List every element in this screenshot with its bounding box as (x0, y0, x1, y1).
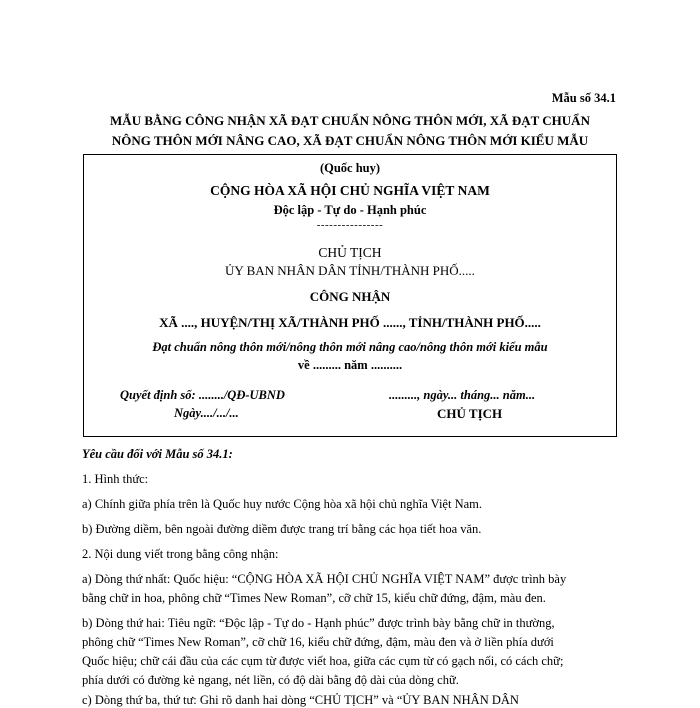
item2-b-line-3: Quốc hiệu; chữ cái đầu của các cụm từ được viết hoa, giữa các cụm từ có gạch nối, có cách chữ; (82, 654, 564, 668)
national-name: CỘNG HÒA XÃ HỘI CHỦ NGHĨA VIỆT NAM (210, 183, 490, 198)
national-motto: Độc lập - Tự do - Hạnh phúc (273, 203, 427, 217)
item1-heading: 1. Hình thức: (82, 472, 149, 486)
item2-c-partial: c) Dòng thứ ba, thứ tư: Ghi rõ danh hai dòng “CHỦ TỊCH” và “ỦY BAN NHÂN DÂN (82, 693, 519, 707)
recognize-heading: CÔNG NHẬN (309, 289, 391, 304)
signer-title: CHỦ TỊCH (437, 406, 503, 421)
item2-a-line-2: bằng chữ in hoa, phông chữ “Times New Roman”, cỡ chữ 15, kiểu chữ đứng, đậm, màu đen. (82, 591, 546, 605)
item1-b: b) Đường diềm, bên ngoài đường diềm được trang trí bằng các họa tiết hoa văn. (82, 522, 482, 536)
commune-line: XÃ ...., HUYỆN/THỊ XÃ/THÀNH PHỐ ......, TỈNH/THÀNH PHỐ..... (159, 315, 541, 330)
item1-a: a) Chính giữa phía trên là Quốc huy nước Cộng hòa xã hội chủ nghĩa Việt Nam. (82, 497, 482, 511)
decision-date: Ngày..../.../... (174, 406, 239, 420)
document-title-line-1: MẪU BẰNG CÔNG NHẬN XÃ ĐẠT CHUẨN NÔNG THÔN MỚI, XÃ ĐẠT CHUẨN (110, 113, 590, 128)
standard-line-2: về ......... năm .......... (297, 358, 403, 372)
committee-name: ỦY BAN NHÂN DÂN TỈNH/THÀNH PHỐ..... (225, 263, 475, 278)
item2-b-line-1: b) Dòng thứ hai: Tiêu ngữ: “Độc lập - Tự do - Hạnh phúc” được trình bày bằng chữ in thường, (82, 616, 555, 630)
item2-b-line-2: phông chữ “Times New Roman”, cỡ chữ 16, kiểu chữ đứng, đậm, màu đen và ở liền phía dưới (82, 635, 554, 649)
standard-line-1: Đạt chuẩn nông thôn mới/nông thôn mới nâng cao/nông thôn mới kiểu mẫu (152, 340, 548, 354)
form-number: Mẫu số 34.1 (551, 91, 616, 105)
document-title-line-2: NÔNG THÔN MỚI NÂNG CAO, XÃ ĐẠT CHUẨN NÔNG THÔN MỚI KIỂU MẪU (111, 133, 589, 148)
motto-divider: ---------------- (316, 219, 384, 231)
requirements-heading: Yêu cầu đối với Mẫu số 34.1: (82, 447, 233, 461)
emblem-placeholder: (Quốc huy) (319, 161, 381, 175)
decision-number: Quyết định số: ......../QĐ-UBND (120, 388, 285, 402)
item2-a-line-1: a) Dòng thứ nhất: Quốc hiệu: “CỘNG HÒA XÃ HỘI CHỦ NGHĨA VIỆT NAM” được trình bày (82, 572, 567, 586)
place-and-date: ........., ngày... tháng... năm... (389, 388, 536, 402)
item2-heading: 2. Nội dung viết trong bằng công nhận: (82, 547, 279, 561)
chairman-title: CHỦ TỊCH (318, 245, 382, 260)
item2-b-line-4: phía dưới có đường kẻ ngang, nét liền, có độ dài bằng độ dài của dòng chữ. (82, 673, 459, 687)
